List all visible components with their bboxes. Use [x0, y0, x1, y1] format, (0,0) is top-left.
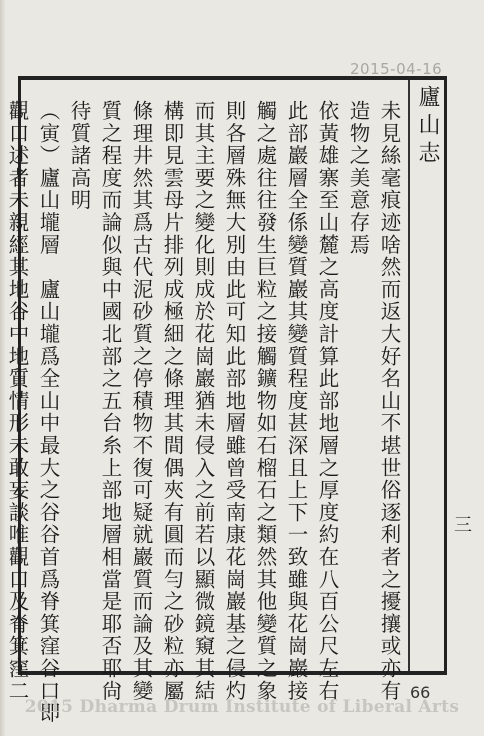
page-title: 廬山志: [415, 85, 440, 169]
text-column-3: 依黃雄寨至山麓之高度計算此部地層之厚度約在八百公尺左右: [315, 100, 339, 703]
watermark: 2015 Dharma Drum Institute of Liberal Arts: [24, 697, 460, 717]
text-column-7: 而其主要之變化則成於花崗巖猶未侵入之前若以顯微鏡窺其結: [191, 100, 215, 703]
text-column-9: 條理井然其爲古代泥砂質之停積物不復可疑就巖質而論及其變: [129, 100, 153, 703]
text-column-4: 此部巖層全係變質巖其變質程度甚深且上下一致雖與花崗巖接: [284, 100, 308, 703]
date-stamp: 2015-04-16: [350, 60, 443, 78]
page-mark: 三: [451, 515, 472, 533]
text-column-1: 未見絲毫痕迹啥然而返大好名山不堪世俗逐利者之擾攘或亦有: [377, 100, 401, 703]
text-column-8: 構即見雲母片排列成極細之條理其間偶夾有圓而勻之砂粒亦屬: [160, 100, 184, 703]
frame-right-border: [444, 76, 447, 675]
text-column-10: 質之程度而論似與中國北部之五台糸上部地層相當是耶否耶尙: [98, 100, 122, 703]
page-number: 66: [410, 683, 431, 702]
text-column-11: 待質諸高明: [67, 100, 91, 212]
text-column-13: 觀口述者未親經其地谷中地質情形未敢妄談唯觀口及脊箕窪二: [5, 100, 29, 703]
text-column-2: 造物之美意存焉: [346, 100, 370, 257]
text-column-6: 則各層殊無大別由此可知此部地層雖曾受南康花崗巖基之侵灼: [222, 100, 246, 703]
text-column-12: （寅）廬山壠層 廬山壠爲全山中最大之谷谷首爲脊箕窪谷口即: [36, 100, 60, 725]
text-column-5: 觸之處往往發生巨粒之接觸鑛物如石榴石之類然其他變質之象: [253, 100, 277, 703]
